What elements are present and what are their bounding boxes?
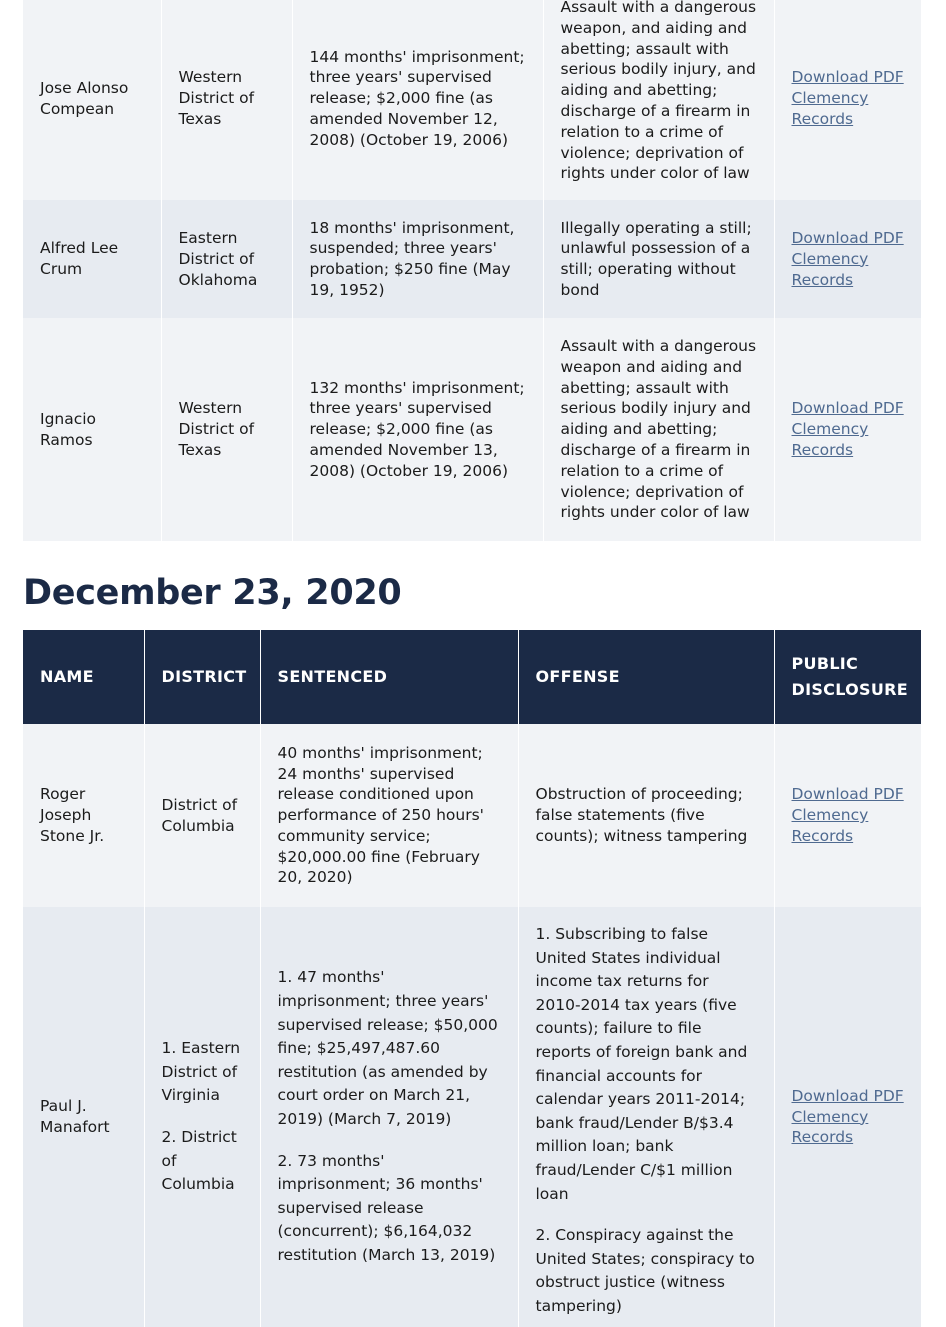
name-cell: Ignacio Ramos [23,318,161,541]
district-cell: Western District of Texas [161,318,292,541]
name-cell: Roger Joseph Stone Jr. [23,724,144,907]
table-row [23,0,921,200]
district-item: 2. District of Columbia [161,1128,237,1194]
offense-cell [518,907,774,1327]
sentence-item: 1. 47 months' imprisonment; three years' supervised release; $50,000 fine; $25,497,487.60 restitution (as amended by court order on March 21, 2019) (March 7, 2019) [277,968,498,1128]
sentenced-cell: 18 months' imprisonment, suspended; three years' probation; $250 fine (May 19, 1952) [292,200,543,318]
district-cell: Eastern District of Oklahoma [161,200,292,318]
sentenced-cell: 40 months' imprisonment; 24 months' supervised release conditioned upon performance of 250 hours' community service; $20,000.00 fine (February 20, 2020) [260,724,518,907]
table-row [23,907,921,1327]
download-pdf-link[interactable]: Download PDF Clemency Records [791,399,904,460]
offense-cell: Assault with a dangerous weapon and aiding and abetting; assault with serious bodily injury and aiding and abetting; discharge of a firearm in relation to a crime of violence; deprivation of rights under color of law [543,318,774,541]
download-pdf-link[interactable]: Download PDF Clemency Records [791,228,904,289]
offense-item: 1. Subscribing to false United States individual income tax returns for 2010-2014 tax years (five counts); failure to file reports of foreign bank and financial accounts for calendar years 2011-2014; bank fraud/Lender B/$3.4 million loan; bank fraud/Lender C/$1 million loan [535,925,748,1203]
table-row [23,724,921,907]
download-pdf-link[interactable]: Download PDF Clemency Records [791,1086,904,1147]
district-cell [144,907,260,1327]
sentenced-cell: 132 months' imprisonment; three years' supervised release; $2,000 fine (as amended November 13, 2008) (October 19, 2006) [292,318,543,541]
header-offense: OFFENSE [518,630,774,724]
name-cell: Jose Alonso Compean [23,0,161,200]
sentence-item: 2. 73 months' imprisonment; 36 months' supervised release (concurrent); $6,164,032 restitution (March 13, 2019) [277,1151,496,1264]
offense-item: 2. Conspiracy against the United States; conspiracy to obstruct justice (witness tampering) [535,1226,755,1315]
download-pdf-link[interactable]: Download PDF Clemency Records [791,68,904,128]
disclosure-cell [774,907,921,1327]
disclosure-cell [774,318,921,541]
offense-cell: Assault with a dangerous weapon, and aiding and abetting; assault with serious bodily injury, and aiding and abetting; discharge of a firearm in relation to a crime of violence; deprivation of rights under color of law [543,0,774,200]
district-item: 1. Eastern District of Virginia [161,1039,241,1105]
clemency-table [23,630,921,1327]
disclosure-cell [774,0,921,200]
table-row [23,200,921,318]
disclosure-cell [774,200,921,318]
header-public-disclosure: PUBLIC DISCLOSURE [774,630,921,724]
sentenced-cell [260,907,518,1327]
sentenced-cell: 144 months' imprisonment; three years' supervised release; $2,000 fine (as amended November 12, 2008) (October 19, 2006) [292,0,543,200]
header-sentenced: SENTENCED [260,630,518,724]
section-date-heading: December 23, 2020 [23,573,402,613]
district-cell: Western District of Texas [161,0,292,200]
name-cell: Paul J. Manafort [23,907,144,1327]
district-cell: District of Columbia [144,724,260,907]
header-name: NAME [23,630,144,724]
previous-clemency-table [23,0,921,541]
name-cell: Alfred Lee Crum [23,200,161,318]
offense-cell: Illegally operating a still; unlawful possession of a still; operating without bond [543,200,774,318]
table-row [23,318,921,541]
table-header-row [23,630,921,724]
download-pdf-link[interactable]: Download PDF Clemency Records [791,785,904,845]
disclosure-cell [774,724,921,907]
offense-cell: Obstruction of proceeding; false statements (five counts); witness tampering [518,724,774,907]
header-district: DISTRICT [144,630,260,724]
